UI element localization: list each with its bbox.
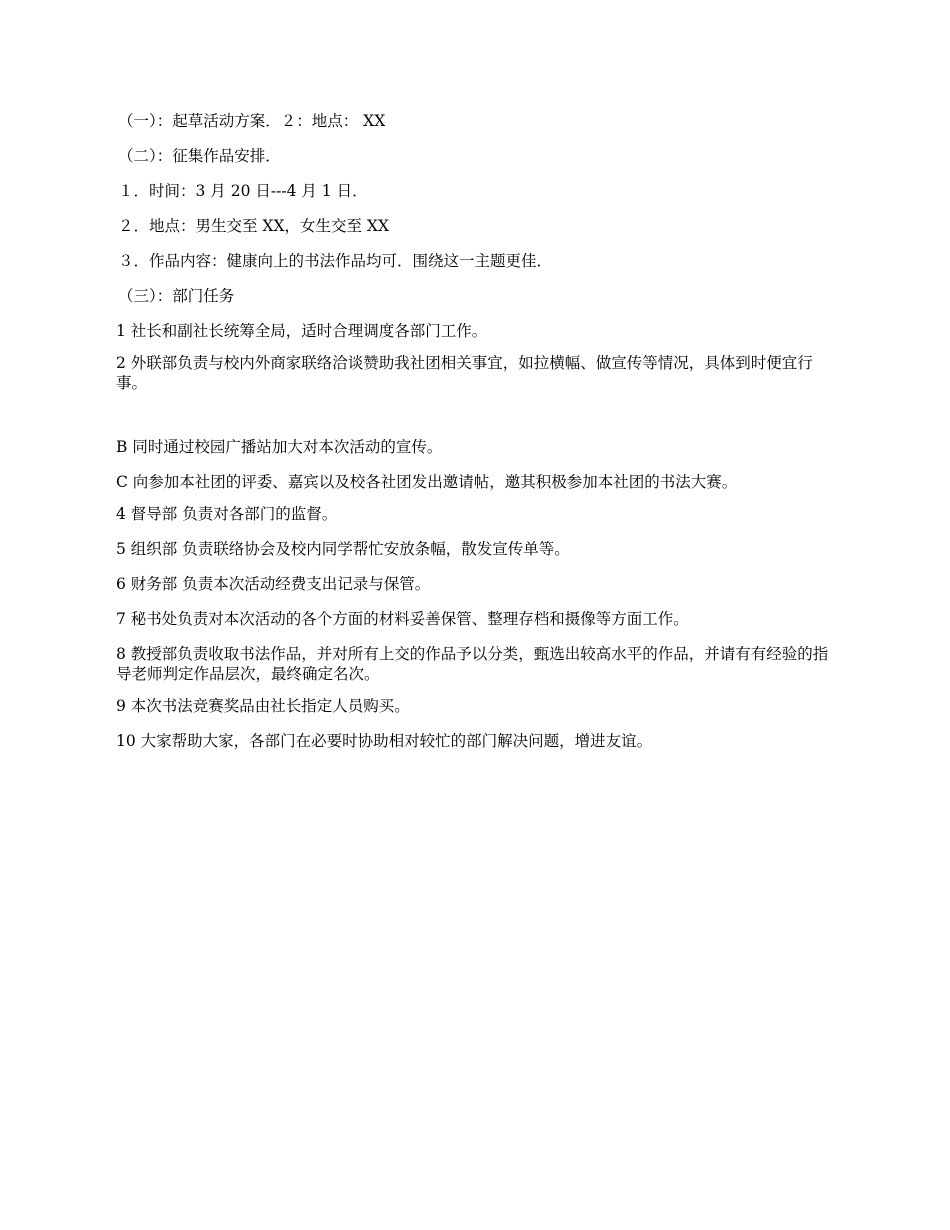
- task-c: C 向参加本社团的评委、嘉宾以及校各社团发出邀请帖，邀其积极参加本社团的书法大赛。: [116, 473, 738, 491]
- task-b: B 同时通过校园广播站加大对本次活动的宣传。: [116, 438, 443, 456]
- task-2: 2 外联部负责与校内外商家联络洽谈赞助我社团相关事宜，如拉横幅、做宣传等情况，具体到时便宜行事。: [116, 354, 813, 392]
- task-10: 10 大家帮助大家，各部门在必要时协助相对较忙的部门解决问题，增进友谊。: [116, 732, 653, 750]
- task-1: 1 社长和副社长统筹全局，适时合理调度各部门工作。: [116, 322, 488, 340]
- section-heading-3: （三）：部门任务: [118, 287, 235, 305]
- document-body: [116, 111, 842, 751]
- task-4: 4 督导部 负责对各部门的监督。: [116, 505, 338, 523]
- section-heading-1: （一）：起草活动方案．２：地点： XX: [118, 112, 386, 130]
- section-heading-2: （二）：征集作品安排．: [118, 147, 281, 165]
- item-location: ２．地点：男生交至 XX，女生交至 XX: [118, 217, 389, 235]
- item-time: １．时间：3 月 20 日---4 月 1 日．: [118, 182, 368, 200]
- item-content: ３．作品内容：健康向上的书法作品均可．围绕这一主题更佳．: [118, 252, 553, 270]
- task-9: 9 本次书法竞赛奖品由社长指定人员购买。: [116, 697, 410, 715]
- task-6: 6 财务部 负责本次活动经费支出记录与保管。: [116, 575, 431, 593]
- task-5: 5 组织部 负责联络协会及校内同学帮忙安放条幅，散发宣传单等。: [116, 540, 570, 558]
- task-8: 8 教授部负责收取书法作品，并对所有上交的作品予以分类，甄选出较高水平的作品，并请有有经验的指导老师判定作品层次，最终确定名次。: [116, 645, 829, 683]
- task-7: 7 秘书处负责对本次活动的各个方面的材料妥善保管、整理存档和摄像等方面工作。: [116, 610, 689, 628]
